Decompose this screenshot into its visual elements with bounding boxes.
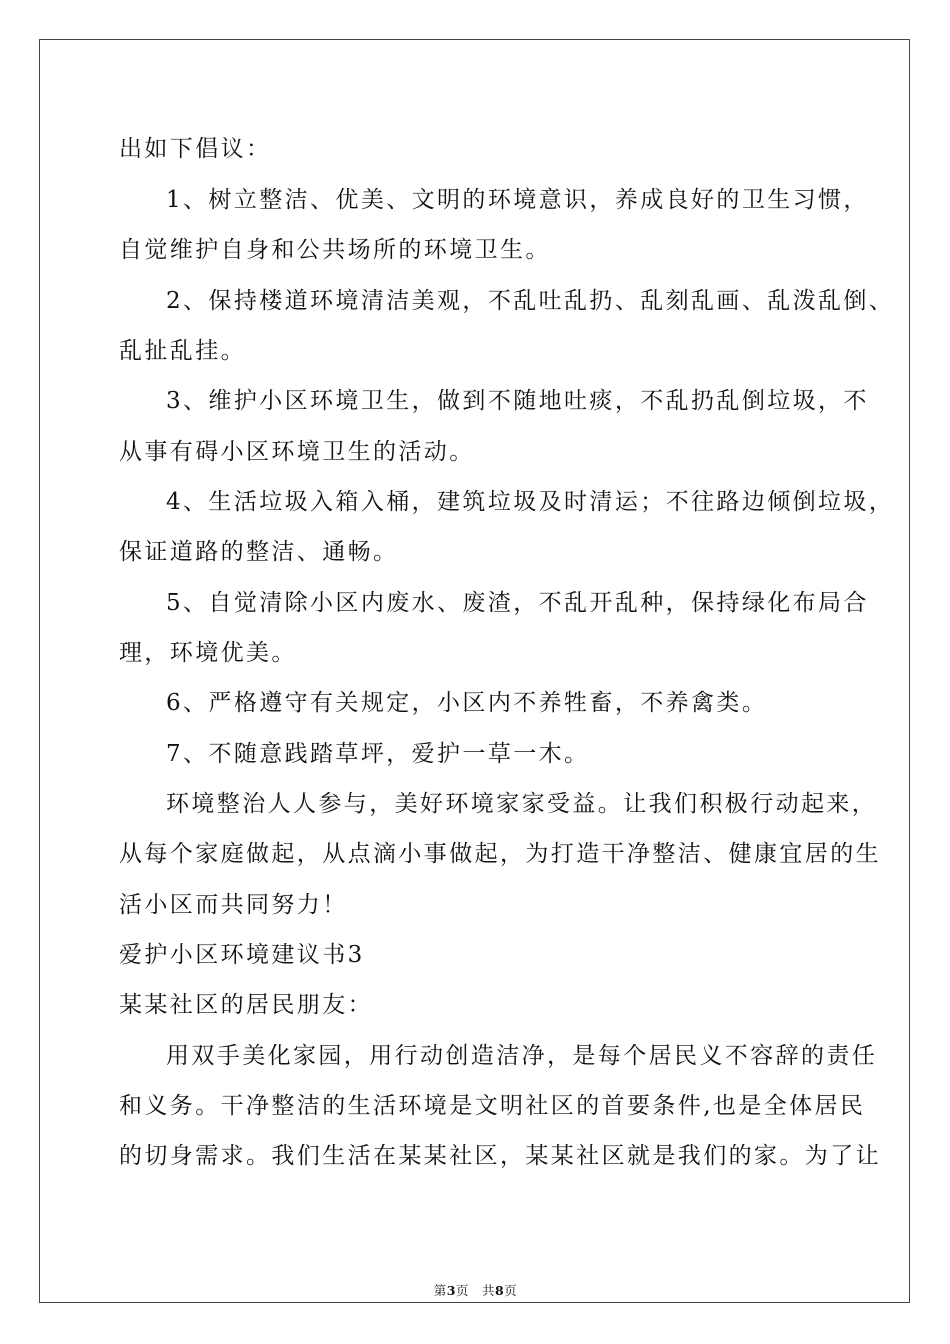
text-line: 从事有碍小区环境卫生的活动。 [119, 439, 475, 465]
page-suffix: 页 [504, 1283, 518, 1298]
text-line: 5、自觉清除小区内废水、废渣，不乱开乱种，保持绿化布局合 [166, 590, 869, 616]
page-mid: 页 共 [455, 1283, 495, 1298]
text-line: 和义务。干净整洁的生活环境是文明社区的首要条件,也是全体居民 [119, 1093, 866, 1119]
text-line: 乱扯乱挂。 [119, 338, 246, 364]
text-line: 1、树立整洁、优美、文明的环境意识，养成良好的卫生习惯， [166, 187, 869, 213]
text-line: 自觉维护自身和公共场所的环境卫生。 [119, 237, 551, 263]
text-line: 4、生活垃圾入箱入桶，建筑垃圾及时清运；不往路边倾倒垃圾， [166, 489, 895, 515]
text-line: 6、严格遵守有关规定，小区内不养牲畜，不养禽类。 [166, 690, 768, 716]
text-line: 的切身需求。我们生活在某某社区，某某社区就是我们的家。为了让 [119, 1143, 881, 1169]
page-frame [39, 39, 910, 1303]
text-line: 用双手美化家园，用行动创造洁净，是每个居民义不容辞的责任 [166, 1043, 878, 1069]
page-prefix: 第 [433, 1283, 447, 1298]
page-footer [40, 1281, 911, 1299]
text-line: 活小区而共同努力！ [119, 892, 348, 918]
section-heading: 爱护小区环境建议书3 [119, 942, 365, 968]
text-line: 3、维护小区环境卫生，做到不随地吐痰，不乱扔乱倒垃圾，不 [166, 388, 869, 414]
text-line: 环境整治人人参与，美好环境家家受益。让我们积极行动起来， [166, 791, 878, 817]
salutation: 某某社区的居民朋友： [119, 992, 373, 1018]
text-line: 理，环境优美。 [119, 640, 297, 666]
page-total: 8 [495, 1283, 505, 1298]
text-line: 保证道路的整洁、通畅。 [119, 539, 399, 565]
text-line: 2、保持楼道环境清洁美观，不乱吐乱扔、乱刻乱画、乱泼乱倒、 [166, 288, 895, 314]
text-line: 从每个家庭做起，从点滴小事做起，为打造干净整洁、健康宜居的生 [119, 841, 881, 867]
page-current: 3 [446, 1283, 456, 1298]
text-line: 出如下倡议： [119, 136, 272, 162]
text-line: 7、不随意践踏草坪，爱护一草一木。 [166, 741, 590, 767]
